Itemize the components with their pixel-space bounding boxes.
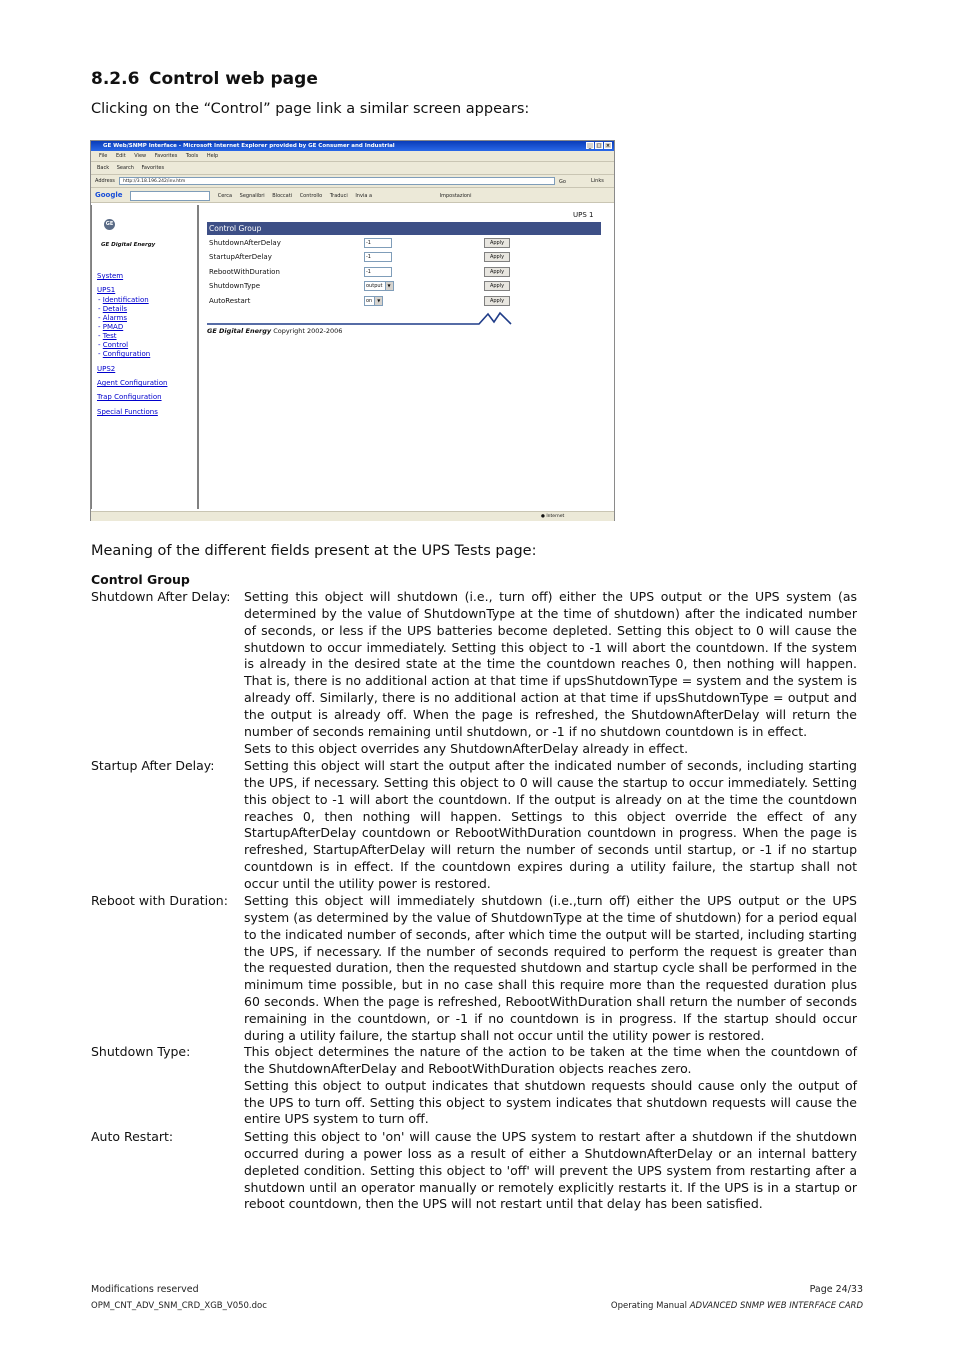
startup-after-delay-input[interactable]: -1 bbox=[364, 252, 392, 262]
address-label: Address bbox=[95, 178, 115, 184]
definition-paragraph: Sets to this object overrides any ShutdownAfterDelay already in effect. bbox=[244, 740, 689, 756]
nav-system[interactable]: System bbox=[97, 272, 124, 280]
row-startup-after-delay bbox=[207, 251, 607, 264]
definition-paragraph: Setting this object will immediately shutdown (i.e.,turn off) either the UPS output or the UPS system (as determined by the value of ShutdownType at the time of shutdown) for a period equal to the indicated number of seconds, after which time the output will be started, including starting the UPS, if necessary. If the number of seconds required to perform the request is greater than the requested duration, then the requested shutdown and startup cycle shall be performed in the minimum time possible, but in no case shall this require more than the requested duration plus 60 seconds. When the page is refreshed, RebootWithDuration shall return the number of seconds remaining in the countdown, or -1 if no countdown is in progress. If the startup should occur during a utility failure, the startup shall not occur until the utility power is restored. bbox=[244, 893, 857, 1043]
back-button[interactable]: Back bbox=[97, 165, 110, 171]
definition-term: Shutdown Type: bbox=[91, 1044, 191, 1059]
footer-left-1: Modifications reserved bbox=[91, 1284, 199, 1295]
definition-term: Shutdown After Delay: bbox=[91, 589, 231, 604]
nav-special-functions[interactable]: Special Functions bbox=[97, 408, 158, 416]
menu-view[interactable]: View bbox=[134, 153, 147, 159]
definition-paragraph: Setting this object will start the output after the indicated number of seconds, including starting the UPS, if necessary. Setting this object to 0 will cause the startup to occur immediately. Setting this object to -1 will abort the countdown. If the output is already on at the time the countdown reaches 0, then nothing will happen. Settings to this object override the effect of any StartupAfterDelay countdown or RebootWithDuration countdown in progress. When the page is refreshed, StartupAfterDelay will return the number of seconds until startup, or -1 if no startup countdown is in effect. If the countdown expires during a utility failure, the startup shall not occur until the utility power is restored. bbox=[244, 758, 857, 891]
apply-button[interactable]: Apply bbox=[484, 238, 510, 248]
google-traduci[interactable]: Traduci bbox=[329, 193, 348, 199]
nav-pmad[interactable]: - PMAD bbox=[98, 323, 124, 331]
definition-paragraph: Setting this object will shutdown (i.e., turn off) either the UPS output or the UPS system (as determined by the value of ShutdownType at the time of shutdown) after the indicated number of seconds, or less if the UPS batteries become depleted. Setting this object to 0 will cause the shutdown to occur immediately. Setting this object to -1 will abort the countdown. If the system is already in the desired state at the time the countdown reaches 0, then nothing will happen. That is, there is no additional action at that time if upsShutdownType = system and the system is already off. Similarly, there is no additional action at that time if upsShutdownType = output and the output is already off. When the page is refreshed, the ShutdownAfterDelay will return the number of seconds remaining until shutdown, or -1 if no shutdown countdown is in effect. bbox=[244, 589, 857, 739]
footer-copyright bbox=[207, 327, 342, 335]
row-label: ShutdownAfterDelay bbox=[209, 239, 281, 247]
ge-logo-icon: GE bbox=[104, 219, 115, 230]
footer-brand: GE Digital Energy bbox=[207, 327, 272, 335]
menu-file[interactable]: File bbox=[99, 153, 108, 159]
definition-body bbox=[244, 758, 857, 893]
definition-startup-after-delay bbox=[91, 758, 857, 893]
section-heading bbox=[91, 69, 318, 89]
menu-tools[interactable]: Tools bbox=[185, 153, 199, 159]
google-cerca[interactable]: Cerca bbox=[217, 193, 233, 199]
status-zone: ● Internet bbox=[541, 514, 565, 519]
google-invia[interactable]: Invia a bbox=[355, 193, 373, 199]
nav-configuration[interactable]: - Configuration bbox=[98, 350, 151, 358]
menu-help[interactable]: Help bbox=[206, 153, 219, 159]
section-number: 8.2.6 bbox=[91, 69, 140, 89]
menu-favorites[interactable]: Favorites bbox=[154, 153, 178, 159]
google-impostazioni[interactable]: Impostazioni bbox=[439, 193, 472, 199]
main-frame bbox=[201, 205, 614, 509]
status-bar bbox=[91, 511, 614, 521]
favorites-button[interactable]: Favorites bbox=[141, 165, 165, 171]
select-value: output bbox=[366, 283, 383, 289]
control-group-header: Control Group bbox=[207, 222, 601, 235]
browser-toolbar bbox=[91, 162, 614, 175]
definition-reboot-with-duration bbox=[91, 893, 857, 1045]
page-content bbox=[91, 203, 614, 511]
row-reboot-with-duration bbox=[207, 266, 607, 279]
intro-text: Clicking on the “Control” page link a similar screen appears: bbox=[91, 101, 530, 117]
row-auto-restart bbox=[207, 295, 607, 308]
section-title: Control web page bbox=[149, 69, 318, 89]
footer-manual-name: ADVANCED SNMP WEB INTERFACE CARD bbox=[689, 1301, 863, 1311]
apply-button[interactable]: Apply bbox=[484, 281, 510, 291]
nav-control[interactable]: - Control bbox=[98, 341, 129, 349]
nav-ups2[interactable]: UPS2 bbox=[97, 365, 116, 373]
auto-restart-select[interactable] bbox=[364, 296, 383, 306]
shutdown-type-select[interactable] bbox=[364, 281, 394, 291]
browser-screenshot bbox=[90, 140, 615, 521]
google-search-input[interactable] bbox=[130, 191, 210, 201]
footer-manual-title bbox=[611, 1301, 863, 1311]
row-label: RebootWithDuration bbox=[209, 268, 280, 276]
footer-copy: Copyright 2002-2006 bbox=[273, 327, 343, 335]
footer-left-2: OPM_CNT_ADV_SNM_CRD_XGB_V050.doc bbox=[91, 1301, 267, 1311]
links-button[interactable]: Links bbox=[591, 178, 604, 184]
row-shutdown-type bbox=[207, 280, 607, 293]
definition-body bbox=[244, 1129, 857, 1213]
window-title: GE Web/SNMP Interface - Microsoft Internet Explorer provided by GE Consumer and Industrial bbox=[103, 143, 395, 149]
definition-term: Auto Restart: bbox=[91, 1129, 174, 1144]
dropdown-arrow-icon: ▼ bbox=[385, 282, 393, 290]
select-value: on bbox=[366, 298, 373, 304]
address-bar bbox=[91, 175, 614, 188]
definition-term: Reboot with Duration: bbox=[91, 893, 228, 908]
apply-button[interactable]: Apply bbox=[484, 252, 510, 262]
shutdown-after-delay-input[interactable]: -1 bbox=[364, 238, 392, 248]
go-button[interactable]: Go bbox=[559, 179, 566, 185]
row-shutdown-after-delay bbox=[207, 237, 607, 250]
nav-ups1[interactable]: UPS1 bbox=[97, 286, 116, 294]
dropdown-arrow-icon: ▼ bbox=[374, 297, 382, 305]
google-controllo[interactable]: Controllo bbox=[299, 193, 323, 199]
window-titlebar bbox=[91, 141, 614, 151]
row-label: StartupAfterDelay bbox=[209, 253, 272, 261]
status-zone-label: Internet bbox=[546, 514, 565, 519]
apply-button[interactable]: Apply bbox=[484, 267, 510, 277]
control-group-title: Control Group bbox=[91, 572, 190, 587]
minimize-icon[interactable]: _ bbox=[586, 142, 594, 149]
definition-paragraph: This object determines the nature of the action to be taken at the time when the countdown of the ShutdownAfterDelay and RebootWithDuration objects reaches zero. bbox=[244, 1044, 857, 1076]
reboot-with-duration-input[interactable]: -1 bbox=[364, 267, 392, 277]
definition-shutdown-type bbox=[91, 1044, 857, 1128]
window-controls bbox=[586, 142, 612, 149]
row-label: AutoRestart bbox=[209, 297, 251, 305]
nav-frame bbox=[91, 205, 199, 509]
definition-term: Startup After Delay: bbox=[91, 758, 215, 773]
definition-body bbox=[244, 589, 857, 757]
google-bloccati[interactable]: Bloccati bbox=[272, 193, 293, 199]
row-label: ShutdownType bbox=[209, 282, 261, 290]
footer-manual-prefix: Operating Manual bbox=[610, 1301, 687, 1311]
brand-label: GE Digital Energy bbox=[101, 242, 156, 248]
definition-body bbox=[244, 893, 857, 1045]
definition-paragraph: Setting this object to 'on' will cause the UPS system to restart after a shutdown if the shutdown occurred during a power loss as a result of either a ShutdownAfterDelay or an internal battery depleted condition. Setting this object to 'off' will prevent the UPS system from restarting after a shutdown until an operator manually or remotely explicitly restarts it. If the UPS is in a startup or reboot countdown, then the UPS will not restart until that delay has been satisfied. bbox=[244, 1129, 857, 1212]
address-input[interactable]: http://3.18.196.242/inv.htm bbox=[119, 177, 555, 185]
google-logo: Google bbox=[95, 191, 123, 199]
maximize-icon[interactable]: □ bbox=[596, 143, 602, 149]
menu-bar bbox=[91, 151, 614, 162]
apply-button[interactable]: Apply bbox=[484, 296, 510, 306]
footer-page-number: Page 24/33 bbox=[809, 1284, 863, 1295]
nav-identification[interactable]: - Identification bbox=[98, 296, 149, 304]
menu-edit[interactable]: Edit bbox=[115, 153, 126, 159]
nav-trap-configuration[interactable]: Trap Configuration bbox=[97, 393, 162, 401]
nav-alarms[interactable]: - Alarms bbox=[98, 314, 128, 322]
definition-shutdown-after-delay bbox=[91, 589, 857, 757]
google-segnalibri[interactable]: Segnalibri bbox=[239, 193, 265, 199]
search-button[interactable]: Search bbox=[116, 165, 134, 171]
nav-test[interactable]: - Test bbox=[98, 332, 117, 340]
nav-details[interactable]: - Details bbox=[98, 305, 128, 313]
google-toolbar bbox=[91, 188, 614, 203]
definition-auto-restart bbox=[91, 1129, 857, 1213]
nav-agent-configuration[interactable]: Agent Configuration bbox=[97, 379, 168, 387]
close-icon[interactable]: × bbox=[605, 143, 611, 149]
ge-waveform-icon bbox=[207, 310, 517, 326]
definition-paragraph: Setting this object to output indicates that shutdown requests should cause only the output of the UPS to turn off. Setting this object to system indicates that shutdown requests will cause the entire UPS system to turn off. bbox=[244, 1077, 857, 1127]
definition-body bbox=[244, 1044, 857, 1128]
ups-label: UPS 1 bbox=[573, 211, 594, 219]
meaning-text: Meaning of the different fields present at the UPS Tests page: bbox=[91, 543, 537, 559]
